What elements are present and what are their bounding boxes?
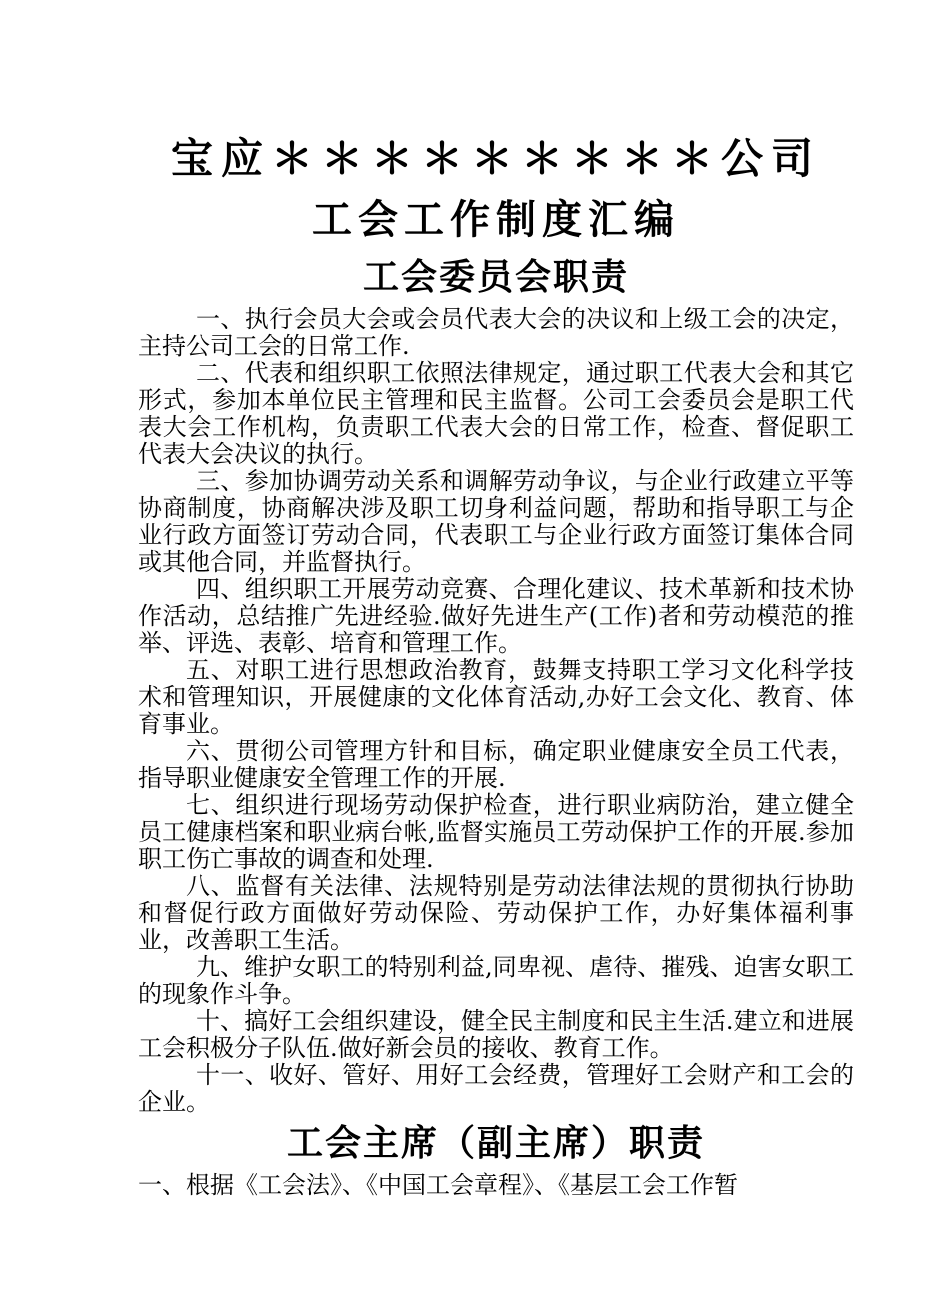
committee-duty-paragraph: 六、贯彻公司管理方针和目标，确定职业健康安全员工代表，指导职业健康安全管理工作的开展. <box>138 737 854 792</box>
committee-duty-paragraph: 八、监督有关法律、法规特别是劳动法律法规的贯彻执行协助和督促行政方面做好劳动保险、劳动保护工作，办好集体福利事业，改善职工生活。 <box>138 872 854 954</box>
section-heading-committee-duties: 工会委员会职责 <box>362 257 629 298</box>
chairman-duty-paragraph: 一、根据《工会法》、《中国工会章程》、《基层工会工作暂 <box>138 1171 738 1199</box>
committee-duty-paragraph: 十、搞好工会组织建设，健全民主制度和民主生活.建立和进展工会积极分子队伍.做好新会员的接收、教育工作。 <box>138 1007 854 1062</box>
section-heading-chairman-duties: 工会主席（副主席）职责 <box>286 1123 705 1164</box>
committee-duty-paragraph: 九、维护女职工的特别利益,同卑视、虐待、摧残、迫害女职工的现象作斗争。 <box>138 953 854 1008</box>
document-page <box>138 128 854 1199</box>
document-title: 宝应＊＊＊＊＊＊＊＊＊公司 <box>170 134 821 183</box>
committee-duty-paragraph: 四、组织职工开展劳动竞赛、合理化建议、技术革新和技术协作活动，总结推广先进经验.做好先进生产(工作)者和劳动模范的推举、评选、表彰、培育和管理工作。 <box>138 575 854 657</box>
committee-duty-paragraph: 五、对职工进行思想政治教育，鼓舞支持职工学习文化科学技术和管理知识，开展健康的文化体育活动,办好工会文化、教育、体育事业。 <box>138 656 854 738</box>
committee-duty-paragraph: 七、组织进行现场劳动保护检查，进行职业病防治，建立健全员工健康档案和职业病台帐,监督实施员工劳动保护工作的开展.参加职工伤亡事故的调查和处理. <box>138 791 854 873</box>
committee-duty-paragraph: 十一、收好、管好、用好工会经费，管理好工会财产和工会的企业。 <box>138 1061 854 1116</box>
committee-duty-paragraph: 二、代表和组织职工依照法律规定，通过职工代表大会和其它形式，参加本单位民主管理和民主监督。公司工会委员会是职工代表大会工作机构，负责职工代表大会的日常工作，检查、督促职工代表大会决议的执行。 <box>138 359 854 468</box>
committee-duty-paragraph: 三、参加协调劳动关系和调解劳动争议，与企业行政建立平等协商制度，协商解决涉及职工切身利益问题，帮助和指导职工与企业行政方面签订劳动合同，代表职工与企业行政方面签订集体合同或其他合同，并监督执行。 <box>138 467 854 576</box>
committee-duty-paragraph: 一、执行会员大会或会员代表大会的决议和上级工会的决定，主持公司工会的日常工作. <box>138 305 854 360</box>
document-subtitle: 工会工作制度汇编 <box>312 196 680 243</box>
